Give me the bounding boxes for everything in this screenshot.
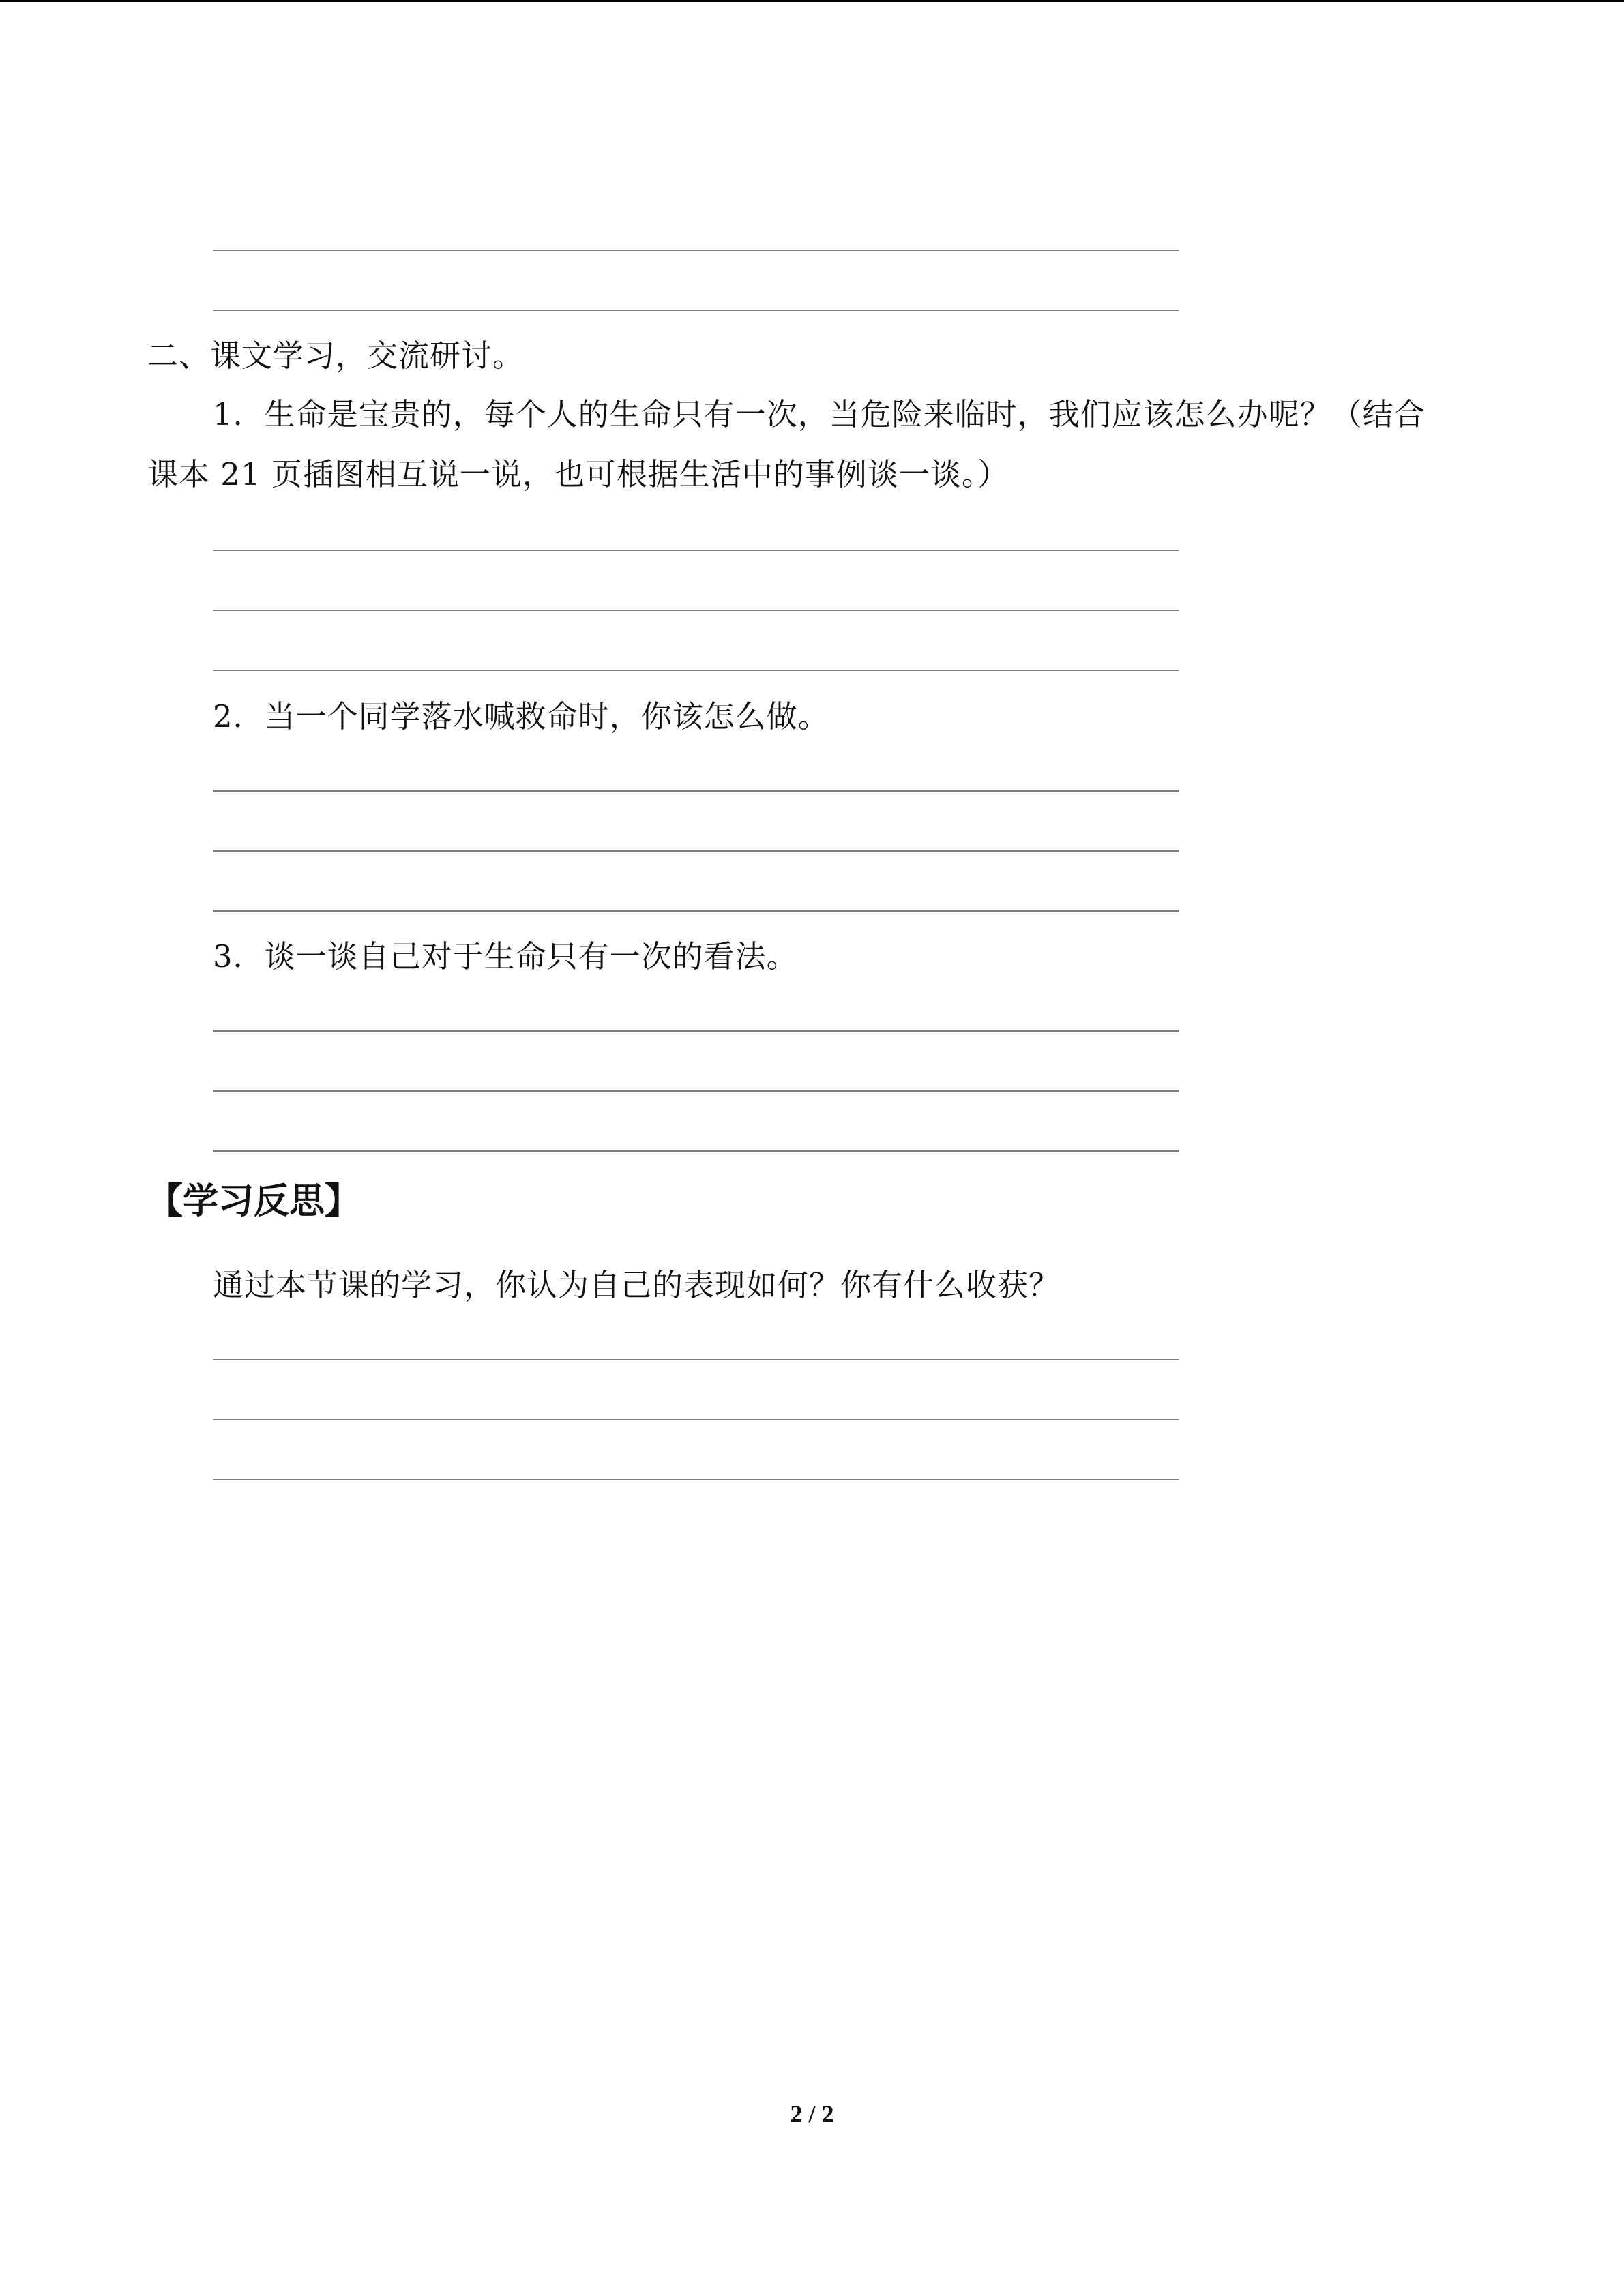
answer-line[interactable] — [213, 790, 1179, 792]
answer-line[interactable] — [213, 1359, 1179, 1360]
answer-line[interactable] — [213, 1090, 1179, 1092]
answer-line[interactable] — [213, 1479, 1179, 1480]
answer-line[interactable] — [213, 550, 1179, 551]
answer-line[interactable] — [213, 250, 1179, 251]
answer-line[interactable] — [213, 1419, 1179, 1420]
answer-line[interactable] — [213, 610, 1179, 611]
question-2: 2．当一个同学落水喊救命时，你该怎么做。 — [213, 698, 829, 734]
question-1-line-2: 课本 21 页插图相互说一说，也可根据生活中的事例谈一谈。） — [147, 456, 1009, 492]
answer-line[interactable] — [213, 670, 1179, 671]
question-1-line-1: 1．生命是宝贵的，每个人的生命只有一次，当危险来临时，我们应该怎么办呢？（结合 — [213, 396, 1426, 432]
page-top-border — [0, 0, 1624, 2]
question-3: 3．谈一谈自己对于生命只有一次的看法。 — [213, 938, 798, 974]
reflection-prompt: 通过本节课的学习，你认为自己的表现如何？你有什么收获？ — [213, 1267, 1061, 1303]
answer-line[interactable] — [213, 1150, 1179, 1152]
answer-line[interactable] — [213, 310, 1179, 311]
answer-line[interactable] — [213, 910, 1179, 912]
page-number: 2 / 2 — [790, 2100, 834, 2128]
reflection-heading: 【学习反思】 — [147, 1181, 361, 1222]
answer-line[interactable] — [213, 1030, 1179, 1032]
answer-line[interactable] — [213, 850, 1179, 852]
section-two-heading: 二、课文学习，交流研讨。 — [147, 338, 525, 374]
